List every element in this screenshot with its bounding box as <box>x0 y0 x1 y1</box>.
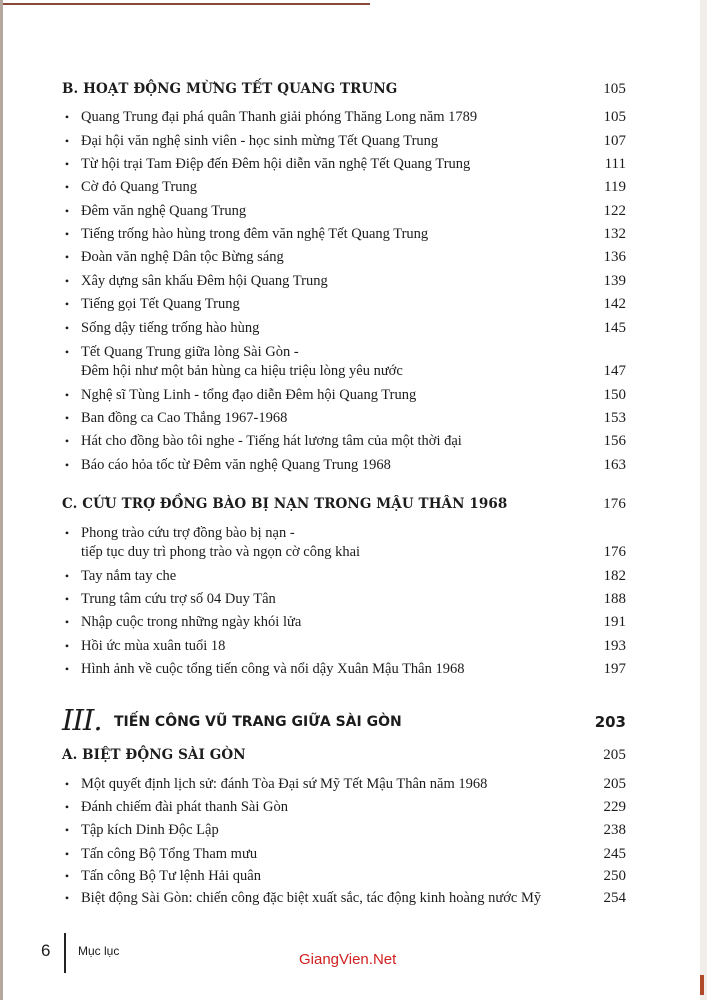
entry-title: Từ hội trại Tam Điệp đến Đêm hội diễn văn nghệ Tết Quang Trung <box>81 156 471 172</box>
binding-mark <box>700 975 704 995</box>
entry-title: Hình ảnh về cuộc tổng tiến công và nổi dậy Xuân Mậu Thân 1968 <box>81 661 465 677</box>
page-number: 188 <box>603 591 626 607</box>
bullet-icon: • <box>64 800 70 814</box>
bullet-icon: • <box>64 592 70 606</box>
footer-divider <box>64 933 66 973</box>
page-number: 205 <box>603 776 626 792</box>
entry-title: Báo cáo hỏa tốc từ Đêm văn nghệ Quang Trung 1968 <box>81 457 391 473</box>
entry-title: Quang Trung đại phá quân Thanh giải phóng Thăng Long năm 1789 <box>81 109 478 125</box>
entry-title: Nhập cuộc trong những ngày khói lửa <box>81 614 302 630</box>
section-title: C. CỨU TRỢ ĐỒNG BÀO BỊ NẠN TRONG MẬU THÂN 1968 <box>62 496 508 512</box>
chapter-title: TIẾN CÔNG VŨ TRANG GIỮA SÀI GÒN <box>114 714 402 730</box>
page-number: 250 <box>603 868 626 884</box>
entry-title: Đại hội văn nghệ sinh viên - học sinh mừng Tết Quang Trung <box>81 133 439 149</box>
page-number: 132 <box>603 226 626 242</box>
entry-title: Phong trào cứu trợ đồng bào bị nạn - <box>81 525 295 541</box>
page-number: 107 <box>603 133 626 149</box>
watermark: GiangVien.Net <box>299 951 397 968</box>
page-number: 197 <box>603 661 626 677</box>
page-number: 193 <box>603 638 626 654</box>
page-number: 105 <box>603 81 626 97</box>
entry-title: Hồi ức mùa xuân tuổi 18 <box>81 638 226 654</box>
bullet-icon: • <box>64 458 70 472</box>
entry-title: Tay nắm tay che <box>81 568 177 584</box>
chapter-heading[interactable] <box>62 705 626 735</box>
bullet-icon: • <box>64 847 70 861</box>
page-number: 176 <box>603 544 626 560</box>
bullet-icon: • <box>64 297 70 311</box>
entry-title-continued: tiếp tục duy trì phong trào và ngọn cờ công khai <box>81 544 361 560</box>
page-number: 142 <box>603 296 626 312</box>
top-rule <box>0 3 370 5</box>
page-number: 176 <box>603 496 626 512</box>
entry-title: Một quyết định lịch sử: đánh Tòa Đại sứ Mỹ Tết Mậu Thân năm 1968 <box>81 776 488 792</box>
bullet-icon: • <box>64 777 70 791</box>
bullet-icon: • <box>64 388 70 402</box>
entry-title: Tập kích Dinh Độc Lập <box>81 822 219 838</box>
page-number: 122 <box>603 203 626 219</box>
page-number: 254 <box>603 890 626 906</box>
running-footer-label: Mục lục <box>78 944 120 958</box>
bullet-icon: • <box>64 569 70 583</box>
page-number: 105 <box>603 109 626 125</box>
bullet-icon: • <box>64 526 70 540</box>
bullet-icon: • <box>64 434 70 448</box>
bullet-icon: • <box>64 110 70 124</box>
page-number: 191 <box>603 614 626 630</box>
entry-title: Đánh chiếm đài phát thanh Sài Gòn <box>81 799 288 815</box>
page-edge-left <box>0 0 3 1000</box>
page-number: 182 <box>603 568 626 584</box>
entry-title: Nghệ sĩ Tùng Linh - tổng đạo diễn Đêm hội Quang Trung <box>81 387 417 403</box>
bullet-icon: • <box>64 274 70 288</box>
bullet-icon: • <box>64 639 70 653</box>
entry-title: Tiếng gọi Tết Quang Trung <box>81 296 240 312</box>
entry-title: Trung tâm cứu trợ số 04 Duy Tân <box>81 591 276 607</box>
section-title: B. HOẠT ĐỘNG MỪNG TẾT QUANG TRUNG <box>62 81 398 97</box>
bullet-icon: • <box>64 250 70 264</box>
bullet-icon: • <box>64 204 70 218</box>
bullet-icon: • <box>64 869 70 883</box>
page-number: 205 <box>603 747 626 763</box>
chapter-number: III. <box>62 703 102 737</box>
page-number: 111 <box>604 156 626 172</box>
bullet-icon: • <box>64 823 70 837</box>
page-number: 136 <box>603 249 626 265</box>
page-number: 153 <box>603 410 626 426</box>
entry-title-continued: Đêm hội như một bản hùng ca hiệu triệu lòng yêu nước <box>81 363 403 379</box>
page-number: 145 <box>603 320 626 336</box>
page-number: 245 <box>603 846 626 862</box>
folio-page-number: 6 <box>41 941 51 960</box>
page-number: 139 <box>603 273 626 289</box>
bullet-icon: • <box>64 345 70 359</box>
page-number: 238 <box>603 822 626 838</box>
entry-title: Biệt động Sài Gòn: chiến công đặc biệt xuất sắc, tác động kinh hoàng nước Mỹ <box>81 890 542 906</box>
entry-title: Tiếng trống hào hùng trong đêm văn nghệ Tết Quang Trung <box>81 226 429 242</box>
entry-title: Hát cho đồng bào tôi nghe - Tiếng hát lương tâm của một thời đại <box>81 433 462 449</box>
bullet-icon: • <box>64 411 70 425</box>
bullet-icon: • <box>64 321 70 335</box>
bullet-icon: • <box>64 891 70 905</box>
page-number: 147 <box>603 363 626 379</box>
section-a-heading[interactable] <box>62 746 626 764</box>
section-c-heading[interactable] <box>62 495 626 513</box>
entry-title: Xây dựng sân khấu Đêm hội Quang Trung <box>81 273 328 289</box>
bullet-icon: • <box>64 157 70 171</box>
bullet-icon: • <box>64 180 70 194</box>
entry-title: Đêm văn nghệ Quang Trung <box>81 203 247 219</box>
entry-title: Tấn công Bộ Tổng Tham mưu <box>81 846 258 862</box>
page-number: 163 <box>603 457 626 473</box>
entry-title: Tết Quang Trung giữa lòng Sài Gòn - <box>81 344 299 360</box>
page-number: 229 <box>603 799 626 815</box>
bullet-icon: • <box>64 662 70 676</box>
entry-title: Đoàn văn nghệ Dân tộc Bừng sáng <box>81 249 284 265</box>
entry-title: Sống dậy tiếng trống hào hùng <box>81 320 260 336</box>
entry-title: Cờ đỏ Quang Trung <box>81 179 198 195</box>
page-number: 150 <box>603 387 626 403</box>
page-number: 119 <box>604 179 626 195</box>
page-edge-right <box>700 0 707 1000</box>
bullet-icon: • <box>64 134 70 148</box>
entry-title: Tấn công Bộ Tư lệnh Hải quân <box>81 868 261 884</box>
page-number: 203 <box>594 713 626 731</box>
page-number: 156 <box>603 433 626 449</box>
bullet-icon: • <box>64 615 70 629</box>
section-b-heading[interactable] <box>62 80 626 98</box>
section-title: A. BIỆT ĐỘNG SÀI GÒN <box>62 747 246 763</box>
entry-title: Ban đồng ca Cao Thắng 1967-1968 <box>81 410 288 426</box>
bullet-icon: • <box>64 227 70 241</box>
